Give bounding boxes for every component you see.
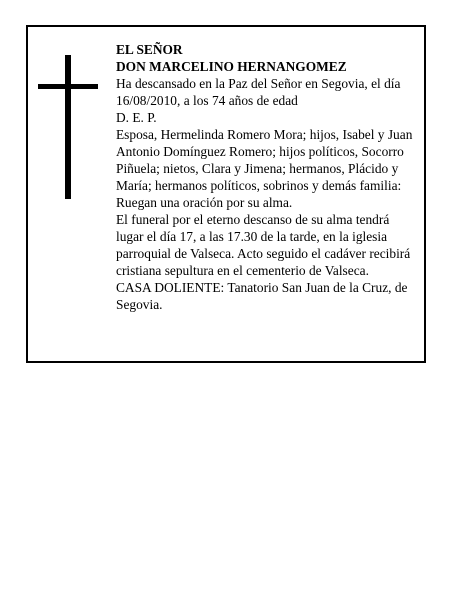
funeral-details: El funeral por el eterno descanso de su alma tendrá lugar el día 17, a las 17.30 de la tarde, en la iglesia parroquial de Valseca. Acto seguido el cadáver recibirá cristiana sepultura en el cementerio de Valseca. bbox=[116, 212, 411, 278]
obituary-notice bbox=[26, 25, 426, 363]
death-announcement: Ha descansado en la Paz del Señor en Segovia, el día 16/08/2010, a los 74 años de edad bbox=[116, 76, 401, 108]
deceased-name: DON MARCELINO HERNANGOMEZ bbox=[116, 59, 347, 74]
cross-icon bbox=[38, 55, 98, 199]
notice-title-line1: EL SEÑOR bbox=[116, 42, 183, 57]
cross-vertical-bar bbox=[65, 55, 71, 199]
mourning-house: CASA DOLIENTE: Tanatorio San Juan de la Cruz, de Segovia. bbox=[116, 280, 408, 312]
rest-in-peace: D. E. P. bbox=[116, 110, 157, 125]
cross-horizontal-bar bbox=[38, 84, 98, 89]
family-list: Esposa, Hermelinda Romero Mora; hijos, Isabel y Juan Antonio Domínguez Romero; hijos políticos, Socorro Piñuela; nietos, Clara y Jimena; hermanos, Plácido y María; hermanos políticos, sobrinos y demás familia: bbox=[116, 127, 413, 193]
prayer-request: Ruegan una oración por su alma. bbox=[116, 195, 293, 210]
notice-text bbox=[116, 41, 420, 313]
